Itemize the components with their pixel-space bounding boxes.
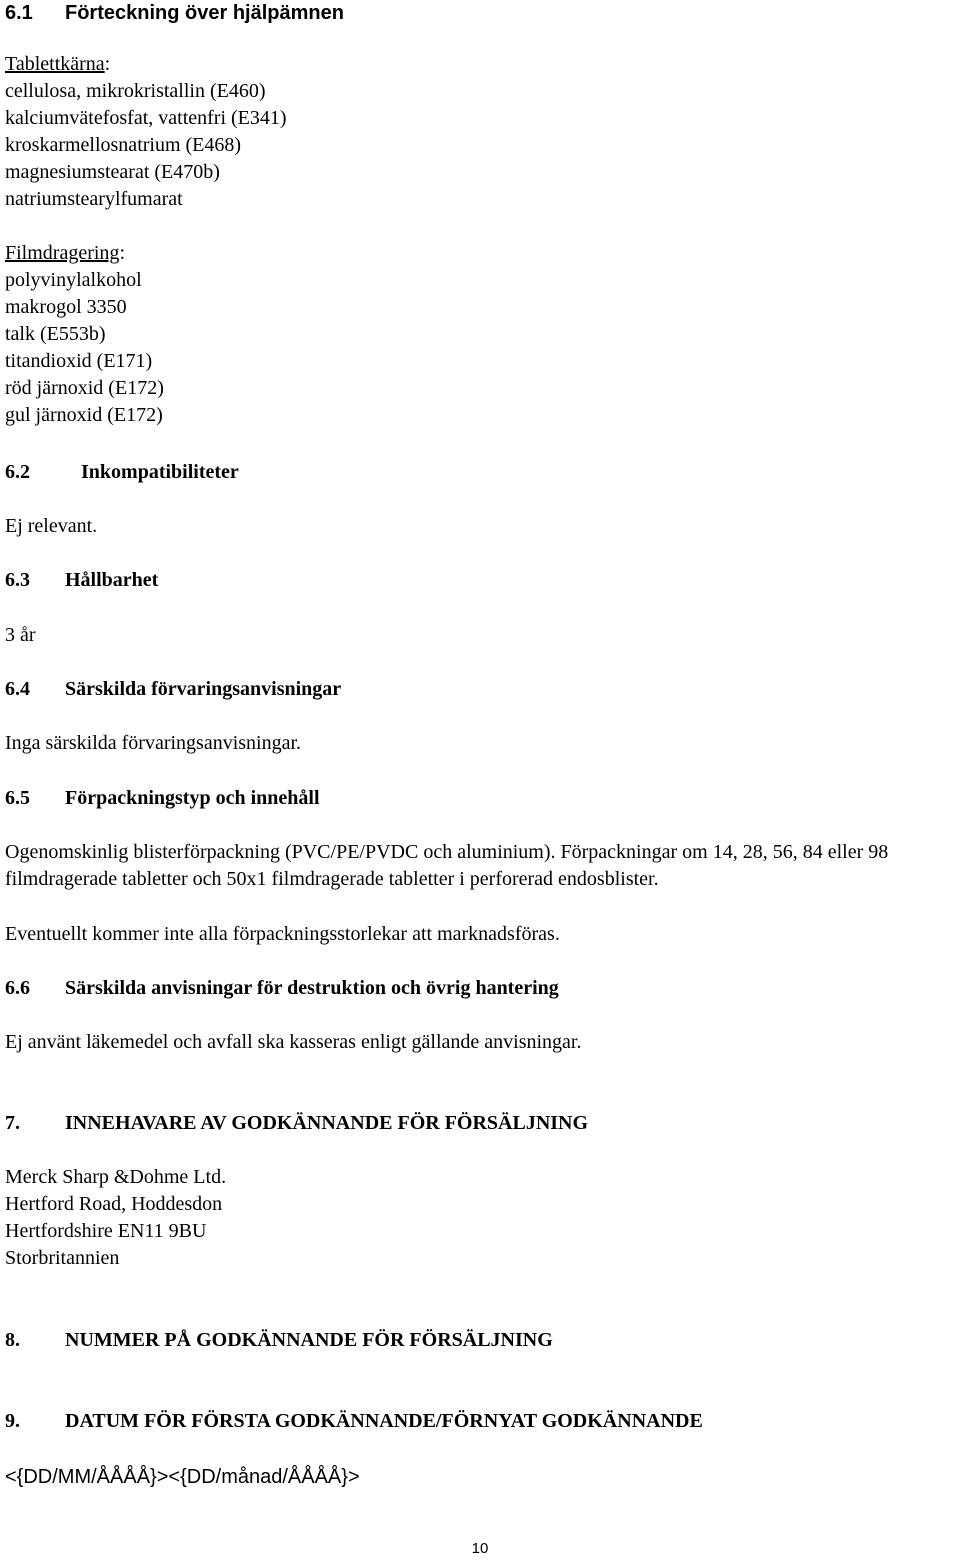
section-8-heading — [5, 1327, 553, 1353]
section-title: NUMMER PÅ GODKÄNNANDE FÖR FÖRSÄLJNING — [65, 1329, 553, 1351]
section-6-6-body: Ej använt läkemedel och avfall ska kasseras enligt gällande anvisningar. — [5, 1031, 582, 1053]
list-item: natriumstearylfumarat — [5, 188, 183, 210]
section-title: Särskilda anvisningar för destruktion och övrig hantering — [65, 977, 559, 999]
section-title: Förpackningstyp och innehåll — [65, 787, 320, 809]
section-number: 6.5 — [5, 787, 30, 809]
address-line: Hertford Road, Hoddesdon — [5, 1193, 223, 1215]
section-number: 6.3 — [5, 569, 30, 591]
core-colon: : — [104, 53, 111, 75]
section-title: Förteckning över hjälpämnen — [65, 2, 344, 24]
section-6-4-heading — [5, 676, 342, 702]
section-number: 6.2 — [5, 461, 30, 483]
section-6-5-body: Ogenomskinlig blisterförpackning (PVC/PE/PVDC och aluminium). Förpackningar om 14, 28, 56, 84 eller 98 filmdragerade tabletter och 50x1 filmdragerade tabletter i perforerad endosblister. — [5, 841, 889, 890]
coating-colon: : — [119, 242, 125, 264]
holder-address — [5, 1164, 226, 1272]
section-6-2-body: Ej relevant. — [5, 515, 98, 537]
section-number: 7. — [5, 1112, 20, 1134]
section-6-4-body: Inga särskilda förvaringsanvisningar. — [5, 732, 302, 754]
section-6-2-heading — [5, 459, 239, 485]
list-item: makrogol 3350 — [5, 296, 127, 318]
section-number: 9. — [5, 1410, 20, 1432]
section-title: Inkompatibiliteter — [81, 461, 239, 483]
list-item: polyvinylalkohol — [5, 269, 142, 291]
section-6-5-heading — [5, 785, 320, 811]
section-title: DATUM FÖR FÖRSTA GODKÄNNANDE/FÖRNYAT GODKÄNNANDE — [65, 1410, 703, 1432]
list-item: röd järnoxid (E172) — [5, 377, 164, 399]
section-6-3-heading — [5, 567, 159, 593]
list-item: kroskarmellosnatrium (E468) — [5, 134, 242, 156]
list-item: gul järnoxid (E172) — [5, 404, 163, 426]
core-label: Tablettkärna — [5, 53, 105, 75]
page-number: 10 — [471, 1540, 489, 1557]
section-9-date-placeholder: <{DD/MM/ÅÅÅÅ}><{DD/månad/ÅÅÅÅ}> — [5, 1466, 360, 1488]
address-line: Hertfordshire EN11 9BU — [5, 1220, 207, 1242]
section-title: Hållbarhet — [65, 569, 159, 591]
address-line: Storbritannien — [5, 1247, 120, 1269]
list-item: magnesiumstearat (E470b) — [5, 161, 220, 183]
section-6-5-note: Eventuellt kommer inte alla förpackningsstorlekar att marknadsföras. — [5, 923, 560, 945]
section-6-3-body: 3 år — [5, 624, 36, 646]
section-title: Särskilda förvaringsanvisningar — [65, 678, 342, 700]
section-number: 8. — [5, 1329, 20, 1351]
section-title: INNEHAVARE AV GODKÄNNANDE FÖR FÖRSÄLJNING — [65, 1112, 589, 1134]
section-7-heading — [5, 1110, 589, 1136]
coating-label-line — [5, 240, 125, 266]
address-line: Merck Sharp &Dohme Ltd. — [5, 1166, 227, 1188]
list-item: talk (E553b) — [5, 323, 106, 345]
section-number: 6.6 — [5, 977, 30, 999]
core-ingredient-list — [5, 78, 287, 213]
core-label-line — [5, 51, 110, 77]
coating-label: Filmdragering — [5, 242, 120, 264]
section-number: 6.4 — [5, 678, 30, 700]
list-item: cellulosa, mikrokristallin (E460) — [5, 80, 266, 102]
list-item: kalciumvätefosfat, vattenfri (E341) — [5, 107, 287, 129]
coating-ingredient-list — [5, 267, 164, 429]
list-item: titandioxid (E171) — [5, 350, 153, 372]
section-9-heading — [5, 1408, 703, 1434]
section-number: 6.1 — [5, 2, 33, 24]
section-6-1-heading — [5, 0, 344, 26]
section-6-6-heading — [5, 975, 559, 1001]
